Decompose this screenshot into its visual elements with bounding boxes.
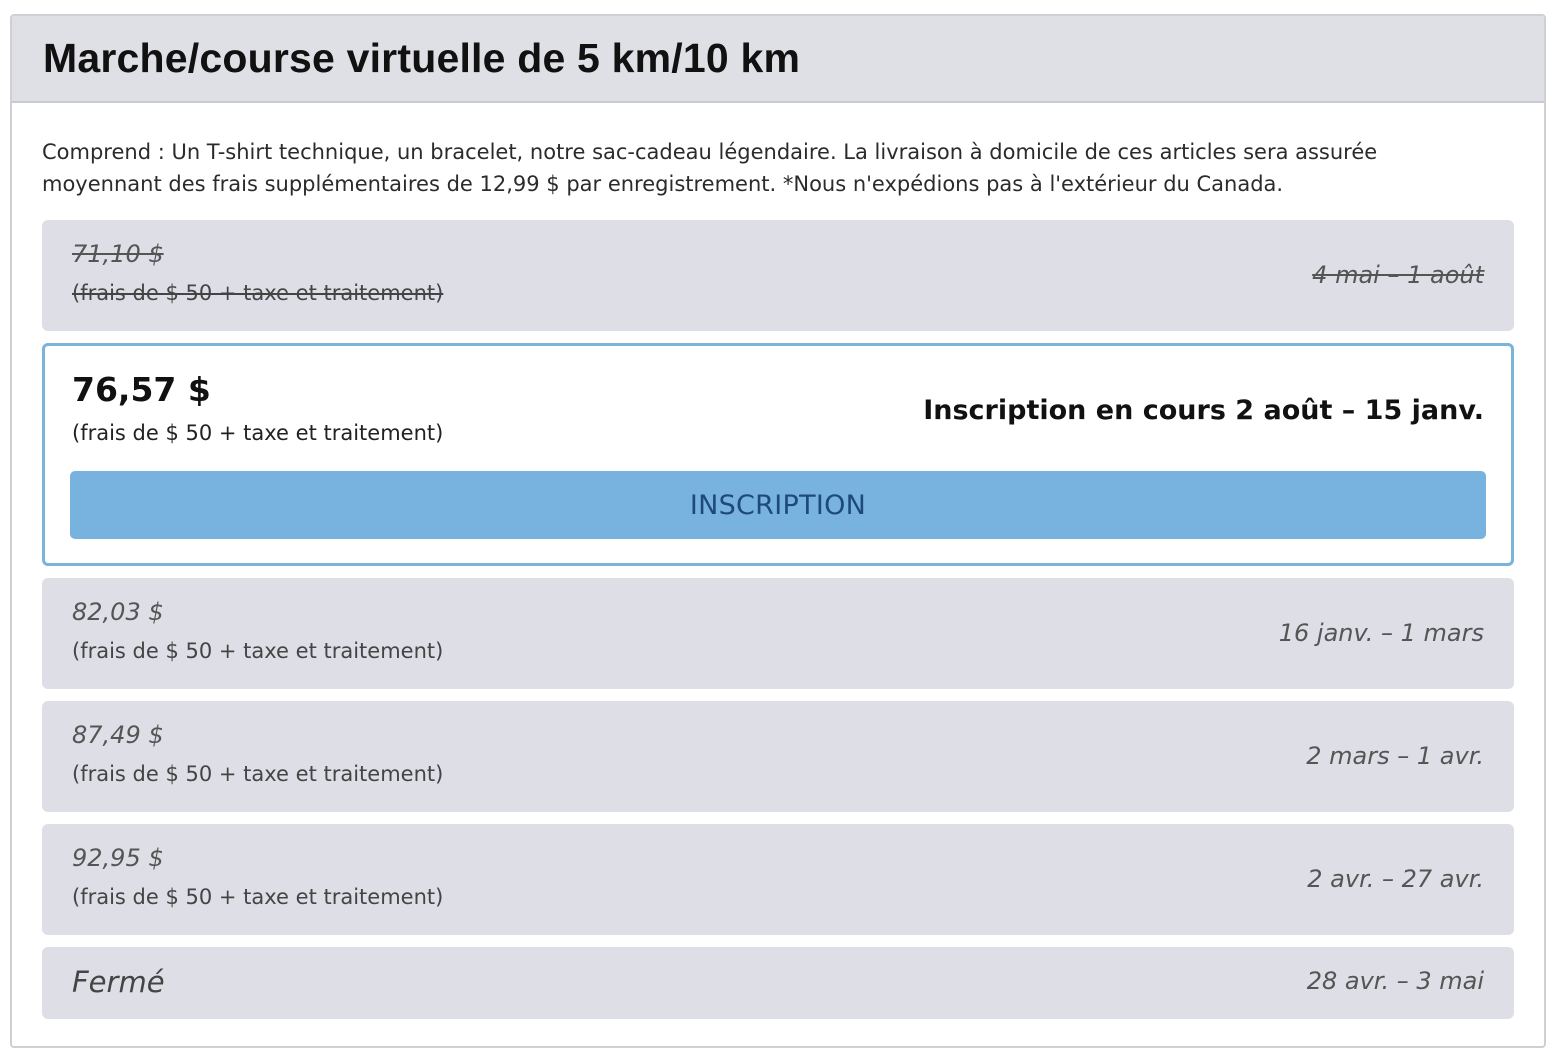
tier-status: Fermé	[72, 965, 165, 999]
price-tier-upcoming	[42, 578, 1514, 689]
event-description: Comprend : Un T-shirt technique, un bracelet, notre sac-cadeau légendaire. La livraison à domicile de ces articles sera assurée moyennant des frais supplémentaires de 12,99 $ par enregistrement. *Nous n'expédions pas à l'extérieur du Canada.	[42, 140, 1378, 196]
price-tier-upcoming	[42, 824, 1514, 935]
tier-price: 92,95 $	[72, 844, 164, 872]
tier-dates: 16 janv. – 1 mars	[1278, 619, 1484, 647]
tier-dates: Inscription en cours 2 août – 15 janv.	[923, 395, 1484, 426]
tier-price: 82,03 $	[72, 598, 164, 626]
tier-fees: (frais de $ 50 + taxe et traitement)	[72, 421, 444, 445]
tier-dates: 2 avr. – 27 avr.	[1307, 865, 1484, 893]
price-tier-past	[42, 220, 1514, 331]
tier-fees: (frais de $ 50 + taxe et traitement)	[72, 639, 444, 663]
tier-dates: 28 avr. – 3 mai	[1306, 967, 1484, 995]
tier-fees: (frais de $ 50 + taxe et traitement)	[72, 762, 444, 786]
tier-fees: (frais de $ 50 + taxe et traitement)	[72, 281, 444, 305]
register-button[interactable]: INSCRIPTION	[70, 471, 1486, 539]
tier-price: 87,49 $	[72, 721, 164, 749]
event-title: Marche/course virtuelle de 5 km/10 km	[43, 35, 801, 81]
event-card	[10, 14, 1546, 1048]
price-tier-upcoming	[42, 701, 1514, 812]
price-tier-active	[42, 343, 1514, 566]
tier-price: 76,57 $	[72, 370, 211, 409]
tier-dates: 4 mai – 1 août	[1312, 261, 1484, 289]
price-tier-closed	[42, 947, 1514, 1019]
tier-price: 71,10 $	[72, 240, 164, 268]
card-header	[12, 16, 1544, 103]
tier-fees: (frais de $ 50 + taxe et traitement)	[72, 885, 444, 909]
tier-dates: 2 mars – 1 avr.	[1306, 742, 1484, 770]
card-body	[12, 136, 1544, 1019]
